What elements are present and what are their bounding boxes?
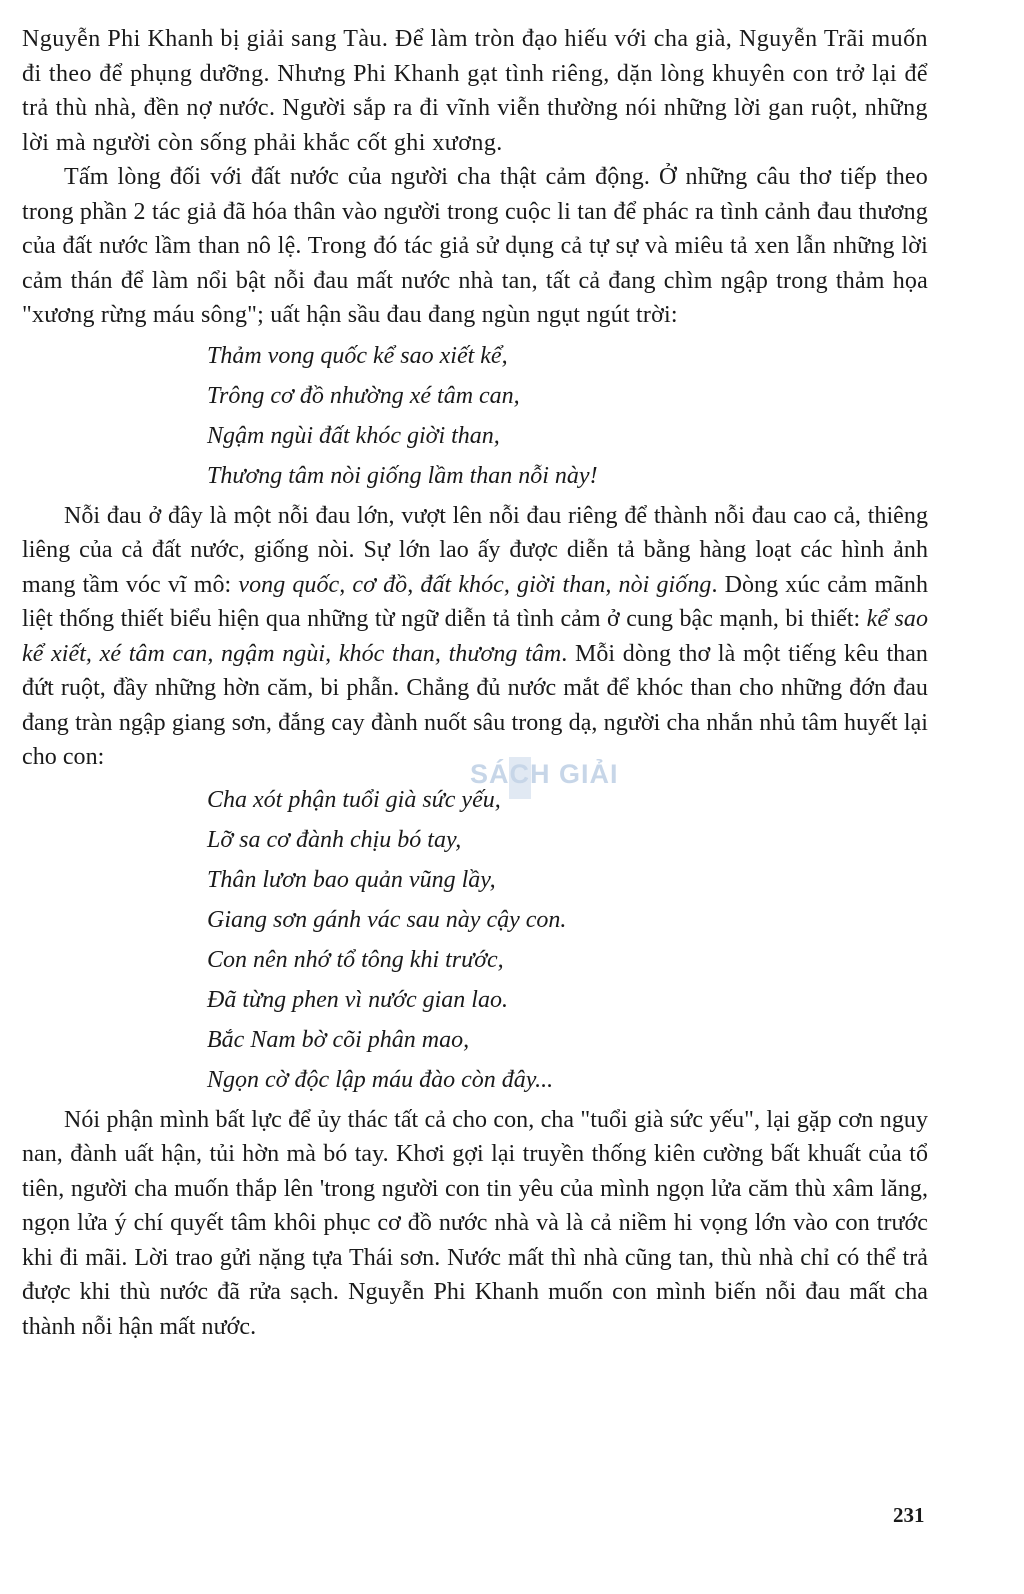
poem-line: Thảm vong quốc kể sao xiết kể, [207,342,508,369]
watermark-text: SÁCH GIẢI [470,759,619,789]
paragraph-4: Nói phận mình bất lực để ủy thác tất cả cho con, cha "tuổi già sức yếu", lại gặp cơn nguy nan, đành uất hận, tủi hờn mà bó tay. Khơi gợi lại truyền thống kiên cường bất khuất của tổ tiên, người cha muốn thắp lên 'trong người con tin yêu của mình ngọn lửa căm thù xâm lăng, ngọn lửa ý chí quyết tâm khôi phục cơ đồ nước nhà và là cả niềm hi vọng lớn vào con trước khi đi mãi. Lời trao gửi nặng tựa Thái sơn. Nước mất thì nhà cũng tan, thù nhà chỉ có thể trả được khi thù nước đã rửa sạch. Nguyễn Phi Khanh muốn con mình biến nỗi đau mất cha thành nỗi hận mất nước. [22,1106,928,1340]
paragraph-3-text-2: . Dòng xúc cảm mãnh liệt thống thiết biểu hiện qua những từ ngữ diễn tả tình cảm ở cung bậc mạnh, bi thiết: [22,571,928,632]
poem-line: Thân lươn bao quản vũng lầy, [207,866,496,893]
poem-line: Bắc Nam bờ cõi phân mao, [207,1026,470,1053]
poem-line: Con nên nhớ tổ tông khi trước, [207,946,504,973]
paragraph-3-emphasis-2: kể sao kể xiết, xé tâm can, ngậm ngùi, khóc than, thương tâm [22,606,928,667]
poem-line: Cha xót phận tuổi già sức yếu, [207,786,501,813]
poem-line: Giang sơn gánh vác sau này cậy con. [207,906,567,933]
poem-line: Đã từng phen vì nước gian lao. [207,986,508,1013]
poem-line: Trông cơ đồ nhường xé tâm can, [207,382,520,409]
book-page [22,22,928,1344]
paragraph-3 [22,499,928,775]
paragraph-1: Nguyễn Phi Khanh bị giải sang Tàu. Để làm tròn đạo hiếu với cha già, Nguyễn Trãi muốn đi theo để phụng dưỡng. Nhưng Phi Khanh gạt tình riêng, dặn lòng khuyên con trở lại để trả thù nhà, đền nợ nước. Người sắp ra đi vĩnh viễn thường nói những lời gan ruột, những lời mà người còn sống phải khắc cốt ghi xương. [22,26,928,156]
paragraph-3-emphasis-1: vong quốc, cơ đồ, đất khóc, giời than, nòi giống [238,571,712,598]
poem-line: Ngậm ngùi đất khóc giời than, [207,422,500,449]
paragraph-3-text-3: . Mỗi dòng thơ là một tiếng kêu than đứt ruột, đầy những hờn căm, bi phẫn. Chẳng đủ nước mắt để khóc than cho những đớn đau đang tràn ngập giang sơn, đắng cay đành nuốt sâu trong dạ, người cha nhắn nhủ tâm huyết lại cho con: [22,640,928,770]
poem-line: Lỡ sa cơ đành chịu bó tay, [207,826,462,853]
poem-line: Thương tâm nòi giống lầm than nỗi này! [207,462,598,489]
poem-stanza-1 [22,336,928,496]
page-number: 231 [893,1503,925,1527]
poem-line: Ngọn cờ độc lập máu đào còn đây... [207,1066,554,1093]
poem-stanza-2 [22,780,928,1100]
paragraph-3-text-1: Nỗi đau ở đây là một nỗi đau lớn, vượt lên nỗi đau riêng để thành nỗi đau cao cả, thiêng liêng của cả đất nước, giống nòi. Sự lớn lao ấy được diễn tả bằng hàng loạt các hình ảnh mang tầm vóc vĩ mô: [22,502,928,598]
paragraph-2: Tấm lòng đối với đất nước của người cha thật cảm động. Ở những câu thơ tiếp theo trong phần 2 tác giả đã hóa thân vào người trong cuộc li tan để phác ra tình cảnh đau thương của đất nước lầm than nô lệ. Trong đó tác giả sử dụng cả tự sự và miêu tả xen lẫn những lời cảm thán để làm nổi bật nỗi đau mất nước nhà tan, tất cả đang chìm ngập trong thảm họa "xương rừng máu sông"; uất hận sầu đau đang ngùn ngụt ngút trời: [22,164,928,328]
